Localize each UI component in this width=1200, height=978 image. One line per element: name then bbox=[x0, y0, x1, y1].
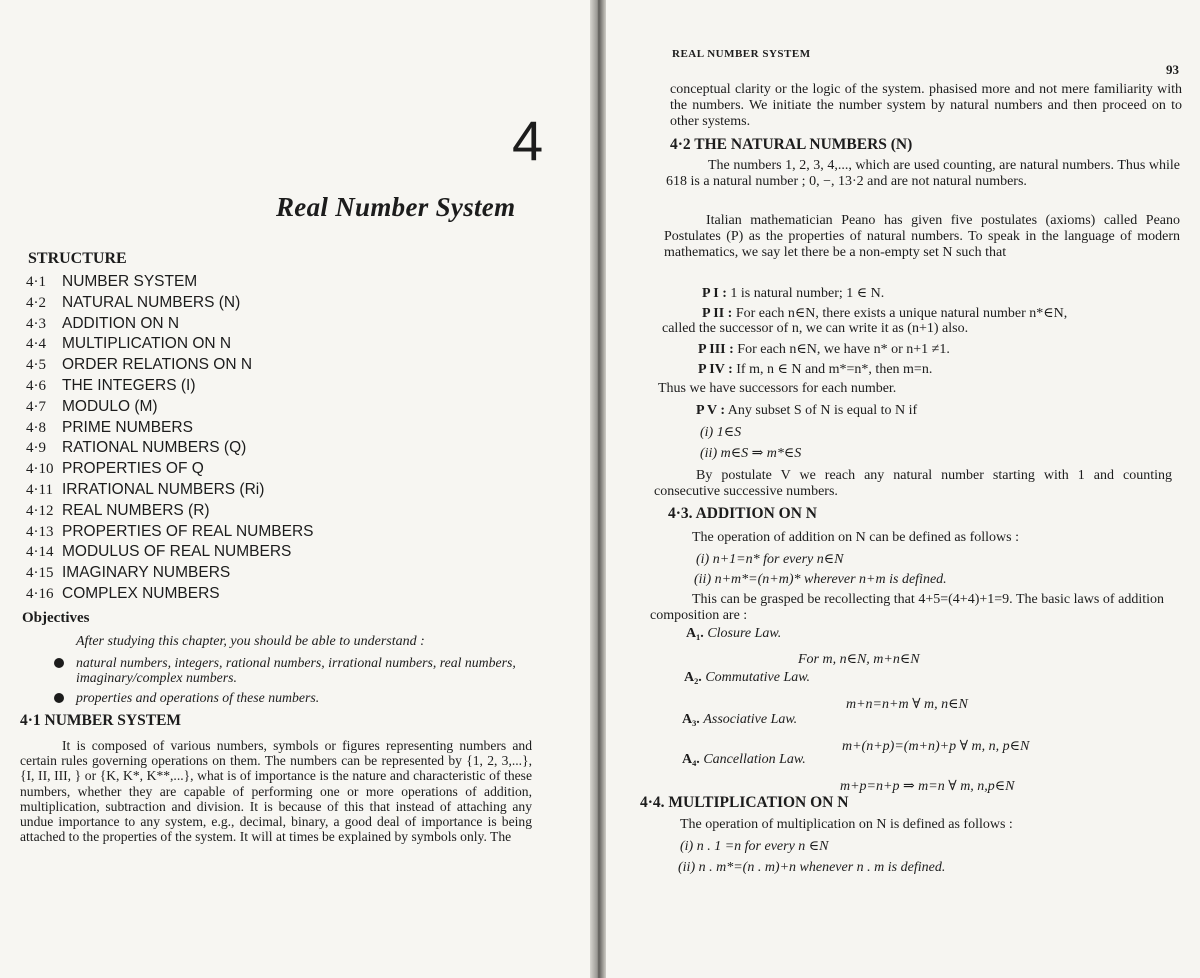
postulate-text: called the successor of n, we can write it as (n+1) also. bbox=[662, 321, 969, 336]
postulate-label: P II : bbox=[702, 306, 733, 321]
toc-item bbox=[26, 502, 314, 523]
toc-item bbox=[26, 315, 314, 336]
postulate-label: P III : bbox=[698, 342, 734, 357]
postulate-4 bbox=[698, 361, 932, 378]
section-heading-4-4: 4·4. MULTIPLICATION ON N bbox=[640, 794, 849, 811]
toc-number: 4·4 bbox=[26, 336, 46, 353]
toc-item bbox=[26, 564, 314, 585]
law-cancellation-formula: m+p=n+p ⇒ m=n ∀ m, n,p∈N bbox=[840, 779, 1015, 794]
law-name: Associative Law. bbox=[703, 712, 798, 727]
toc-label: NUMBER SYSTEM bbox=[62, 273, 198, 290]
toc-number: 4·2 bbox=[26, 294, 46, 311]
postulate-text: Thus we have successors for each number. bbox=[658, 381, 897, 396]
section-4-3-text-body: This can be grasped be recollecting that 4+5=(4+4)+1=9. The basic laws of addition composition are : bbox=[650, 592, 1164, 623]
running-head: REAL NUMBER SYSTEM bbox=[672, 48, 811, 60]
postulate-tail-body: By postulate V we reach any natural number starting with 1 and counting consecutive successive numbers. bbox=[654, 468, 1172, 499]
toc-label: PROPERTIES OF REAL NUMBERS bbox=[62, 522, 314, 540]
toc-number: 4·6 bbox=[26, 377, 46, 394]
section-4-3-text bbox=[650, 592, 1164, 624]
objective-item bbox=[58, 690, 538, 705]
section-4-1-text bbox=[20, 738, 532, 844]
postulate-3 bbox=[698, 341, 950, 358]
postulate-2-cont bbox=[662, 321, 968, 337]
postulate-text: 1 is natural number; 1 ∈ N. bbox=[730, 286, 885, 301]
postulate-4-cont bbox=[658, 381, 896, 397]
postulate-text: If m, n ∈ N and m*=n*, then m=n. bbox=[736, 362, 933, 377]
toc-label: ADDITION ON N bbox=[62, 314, 180, 332]
objective-text: natural numbers, integers, rational numbers, irrational numbers, real numbers, imaginary/complex numbers. bbox=[76, 655, 516, 685]
section-4-3-def-ii: (ii) n+m*=(n+m)* wherever n+m is defined. bbox=[694, 572, 947, 587]
toc-number: 4·5 bbox=[26, 357, 46, 374]
toc-label: COMPLEX NUMBERS bbox=[62, 584, 220, 602]
toc-label: PROPERTIES OF Q bbox=[62, 460, 204, 478]
toc-item bbox=[26, 377, 314, 398]
section-4-2-para-1-body: The numbers 1, 2, 3, 4,..., which are used counting, are natural numbers. Thus while 618 is a natural number ; 0, −, 13·2 and are not natural numbers. bbox=[666, 158, 1180, 189]
section-heading-4-1: 4·1 NUMBER SYSTEM bbox=[20, 712, 182, 729]
toc-item bbox=[26, 460, 314, 481]
toc-number: 4·7 bbox=[26, 398, 46, 415]
toc-item bbox=[26, 398, 314, 419]
law-label: A₁. bbox=[686, 626, 704, 641]
toc-item bbox=[26, 585, 314, 606]
toc-label: THE INTEGERS (I) bbox=[62, 376, 196, 394]
postulate-label: P V : bbox=[696, 403, 726, 418]
toc-number: 4·1 bbox=[26, 274, 46, 290]
postulate-text: For each n∈N, we have n* or n+1 ≠1. bbox=[737, 342, 950, 357]
postulate-5 bbox=[696, 403, 917, 419]
postulate-label: P I : bbox=[702, 286, 727, 301]
law-label: A₂. bbox=[684, 670, 702, 685]
toc-number: 4·16 bbox=[26, 585, 54, 602]
section-4-4-def-i: (i) n . 1 =n for every n ∈N bbox=[680, 839, 829, 854]
bullet-icon bbox=[54, 693, 64, 703]
toc-number: 4·11 bbox=[26, 481, 53, 498]
toc-item bbox=[26, 481, 314, 502]
toc-number: 4·10 bbox=[26, 461, 54, 478]
objective-item bbox=[58, 655, 538, 685]
toc-item bbox=[26, 294, 314, 315]
objectives-heading: Objectives bbox=[22, 610, 90, 626]
law-commutative bbox=[684, 670, 810, 686]
law-closure-formula: For m, n∈N, m+n∈N bbox=[798, 652, 920, 667]
toc-number: 4·12 bbox=[26, 502, 54, 519]
toc-label: IRRATIONAL NUMBERS (Ri) bbox=[62, 480, 265, 498]
structure-list bbox=[26, 273, 314, 606]
postulate-5-ii: (ii) m∈S ⇒ m*∈S bbox=[700, 446, 802, 461]
postulate-tail bbox=[654, 468, 1172, 500]
toc-item bbox=[26, 335, 314, 356]
section-4-3-intro: The operation of addition on N can be defined as follows : bbox=[692, 530, 1019, 545]
section-4-4-def-ii: (ii) n . m*=(n . m)+n whenever n . m is defined. bbox=[678, 860, 946, 875]
toc-number: 4·8 bbox=[26, 419, 46, 436]
toc-label: RATIONAL NUMBERS (Q) bbox=[62, 439, 247, 457]
postulate-5-i: (i) 1∈S bbox=[700, 425, 742, 440]
toc-number: 4·13 bbox=[26, 523, 54, 540]
section-4-3-def-i: (i) n+1=n* for every n∈N bbox=[696, 552, 844, 567]
postulate-text: For each n∈N, there exists a unique natural number n*∈N, bbox=[735, 306, 1068, 321]
section-heading-4-2: 4·2 THE NATURAL NUMBERS (N) bbox=[670, 136, 913, 153]
law-associative bbox=[682, 712, 797, 728]
toc-item bbox=[26, 543, 314, 564]
toc-item bbox=[26, 419, 314, 440]
law-name: Closure Law. bbox=[707, 626, 782, 641]
postulate-text: Any subset S of N is equal to N if bbox=[727, 403, 918, 418]
toc-label: MODULUS OF REAL NUMBERS bbox=[62, 543, 292, 561]
left-page bbox=[0, 0, 590, 978]
toc-number: 4·9 bbox=[26, 440, 46, 457]
law-commutative-formula: m+n=n+m ∀ m, n∈N bbox=[846, 697, 968, 712]
section-4-2-para-2-body: Italian mathematician Peano has given five postulates (axioms) called Peano Postulates (P) as the properties of natural numbers. To speak in the language of modern mathematics, we say let there be a non-empty set N such that bbox=[664, 213, 1180, 260]
law-cancellation bbox=[682, 752, 806, 768]
section-4-2-para-2 bbox=[664, 213, 1180, 260]
book-spine bbox=[590, 0, 606, 978]
section-heading-4-3: 4·3. ADDITION ON N bbox=[668, 505, 817, 522]
page-number: 93 bbox=[1166, 62, 1179, 77]
bullet-icon bbox=[54, 658, 64, 668]
postulate-label: P IV : bbox=[698, 362, 733, 377]
section-4-1-body: It is composed of various numbers, symbols or figures representing numbers and certain rules governing operations on them. The numbers can be represented by {1, 2, 3,...}, {I, II, III, } or {K, K*, K**,...}, what is of importance is the nature and characteristic of these numbers, whether they are capable of performing one or more operations of addition, multiplication, subtraction and division. It is because of this that instead of attaching any undue importance to any system, e.g., decimal, binary, a good deal of importance is being attached to the properties of the system. It will at times be explained by symbols only. The bbox=[20, 738, 532, 845]
intro-text: conceptual clarity or the logic of the system. phasised more and not mere familiarity with the numbers. We initiate the number system by natural numbers and then proceed on to other systems. bbox=[670, 82, 1182, 129]
law-name: Commutative Law. bbox=[705, 670, 811, 685]
law-associative-formula: m+(n+p)=(m+n)+p ∀ m, n, p∈N bbox=[842, 739, 1030, 754]
toc-label: IMAGINARY NUMBERS bbox=[62, 564, 231, 582]
toc-label: REAL NUMBERS (R) bbox=[62, 501, 210, 519]
toc-number: 4·15 bbox=[26, 565, 54, 582]
right-page bbox=[606, 0, 1200, 978]
law-closure bbox=[686, 626, 781, 642]
toc-item bbox=[26, 273, 314, 294]
postulate-1 bbox=[702, 285, 884, 302]
postulate-2 bbox=[702, 305, 1067, 322]
objectives-intro: After studying this chapter, you should be able to understand : bbox=[76, 634, 425, 649]
toc-item bbox=[26, 439, 314, 460]
toc-label: PRIME NUMBERS bbox=[62, 418, 193, 436]
chapter-title: Real Number System bbox=[276, 192, 516, 222]
chapter-number: 4 bbox=[512, 109, 544, 172]
structure-heading: STRUCTURE bbox=[28, 250, 127, 267]
toc-label: NATURAL NUMBERS (N) bbox=[62, 293, 241, 311]
law-label: A₄. bbox=[682, 752, 700, 767]
toc-item bbox=[26, 523, 314, 544]
toc-number: 4·14 bbox=[26, 544, 54, 561]
toc-number: 4·3 bbox=[26, 315, 46, 332]
law-label: A₃. bbox=[682, 712, 700, 727]
toc-label: ORDER RELATIONS ON N bbox=[62, 356, 253, 374]
toc-label: MODULO (M) bbox=[62, 397, 158, 415]
objective-text: properties and operations of these numbers. bbox=[76, 690, 320, 705]
toc-label: MULTIPLICATION ON N bbox=[62, 335, 232, 353]
toc-item bbox=[26, 356, 314, 377]
section-4-4-intro: The operation of multiplication on N is defined as follows : bbox=[680, 817, 1013, 832]
law-name: Cancellation Law. bbox=[703, 752, 806, 767]
section-4-2-para-1 bbox=[666, 158, 1180, 190]
